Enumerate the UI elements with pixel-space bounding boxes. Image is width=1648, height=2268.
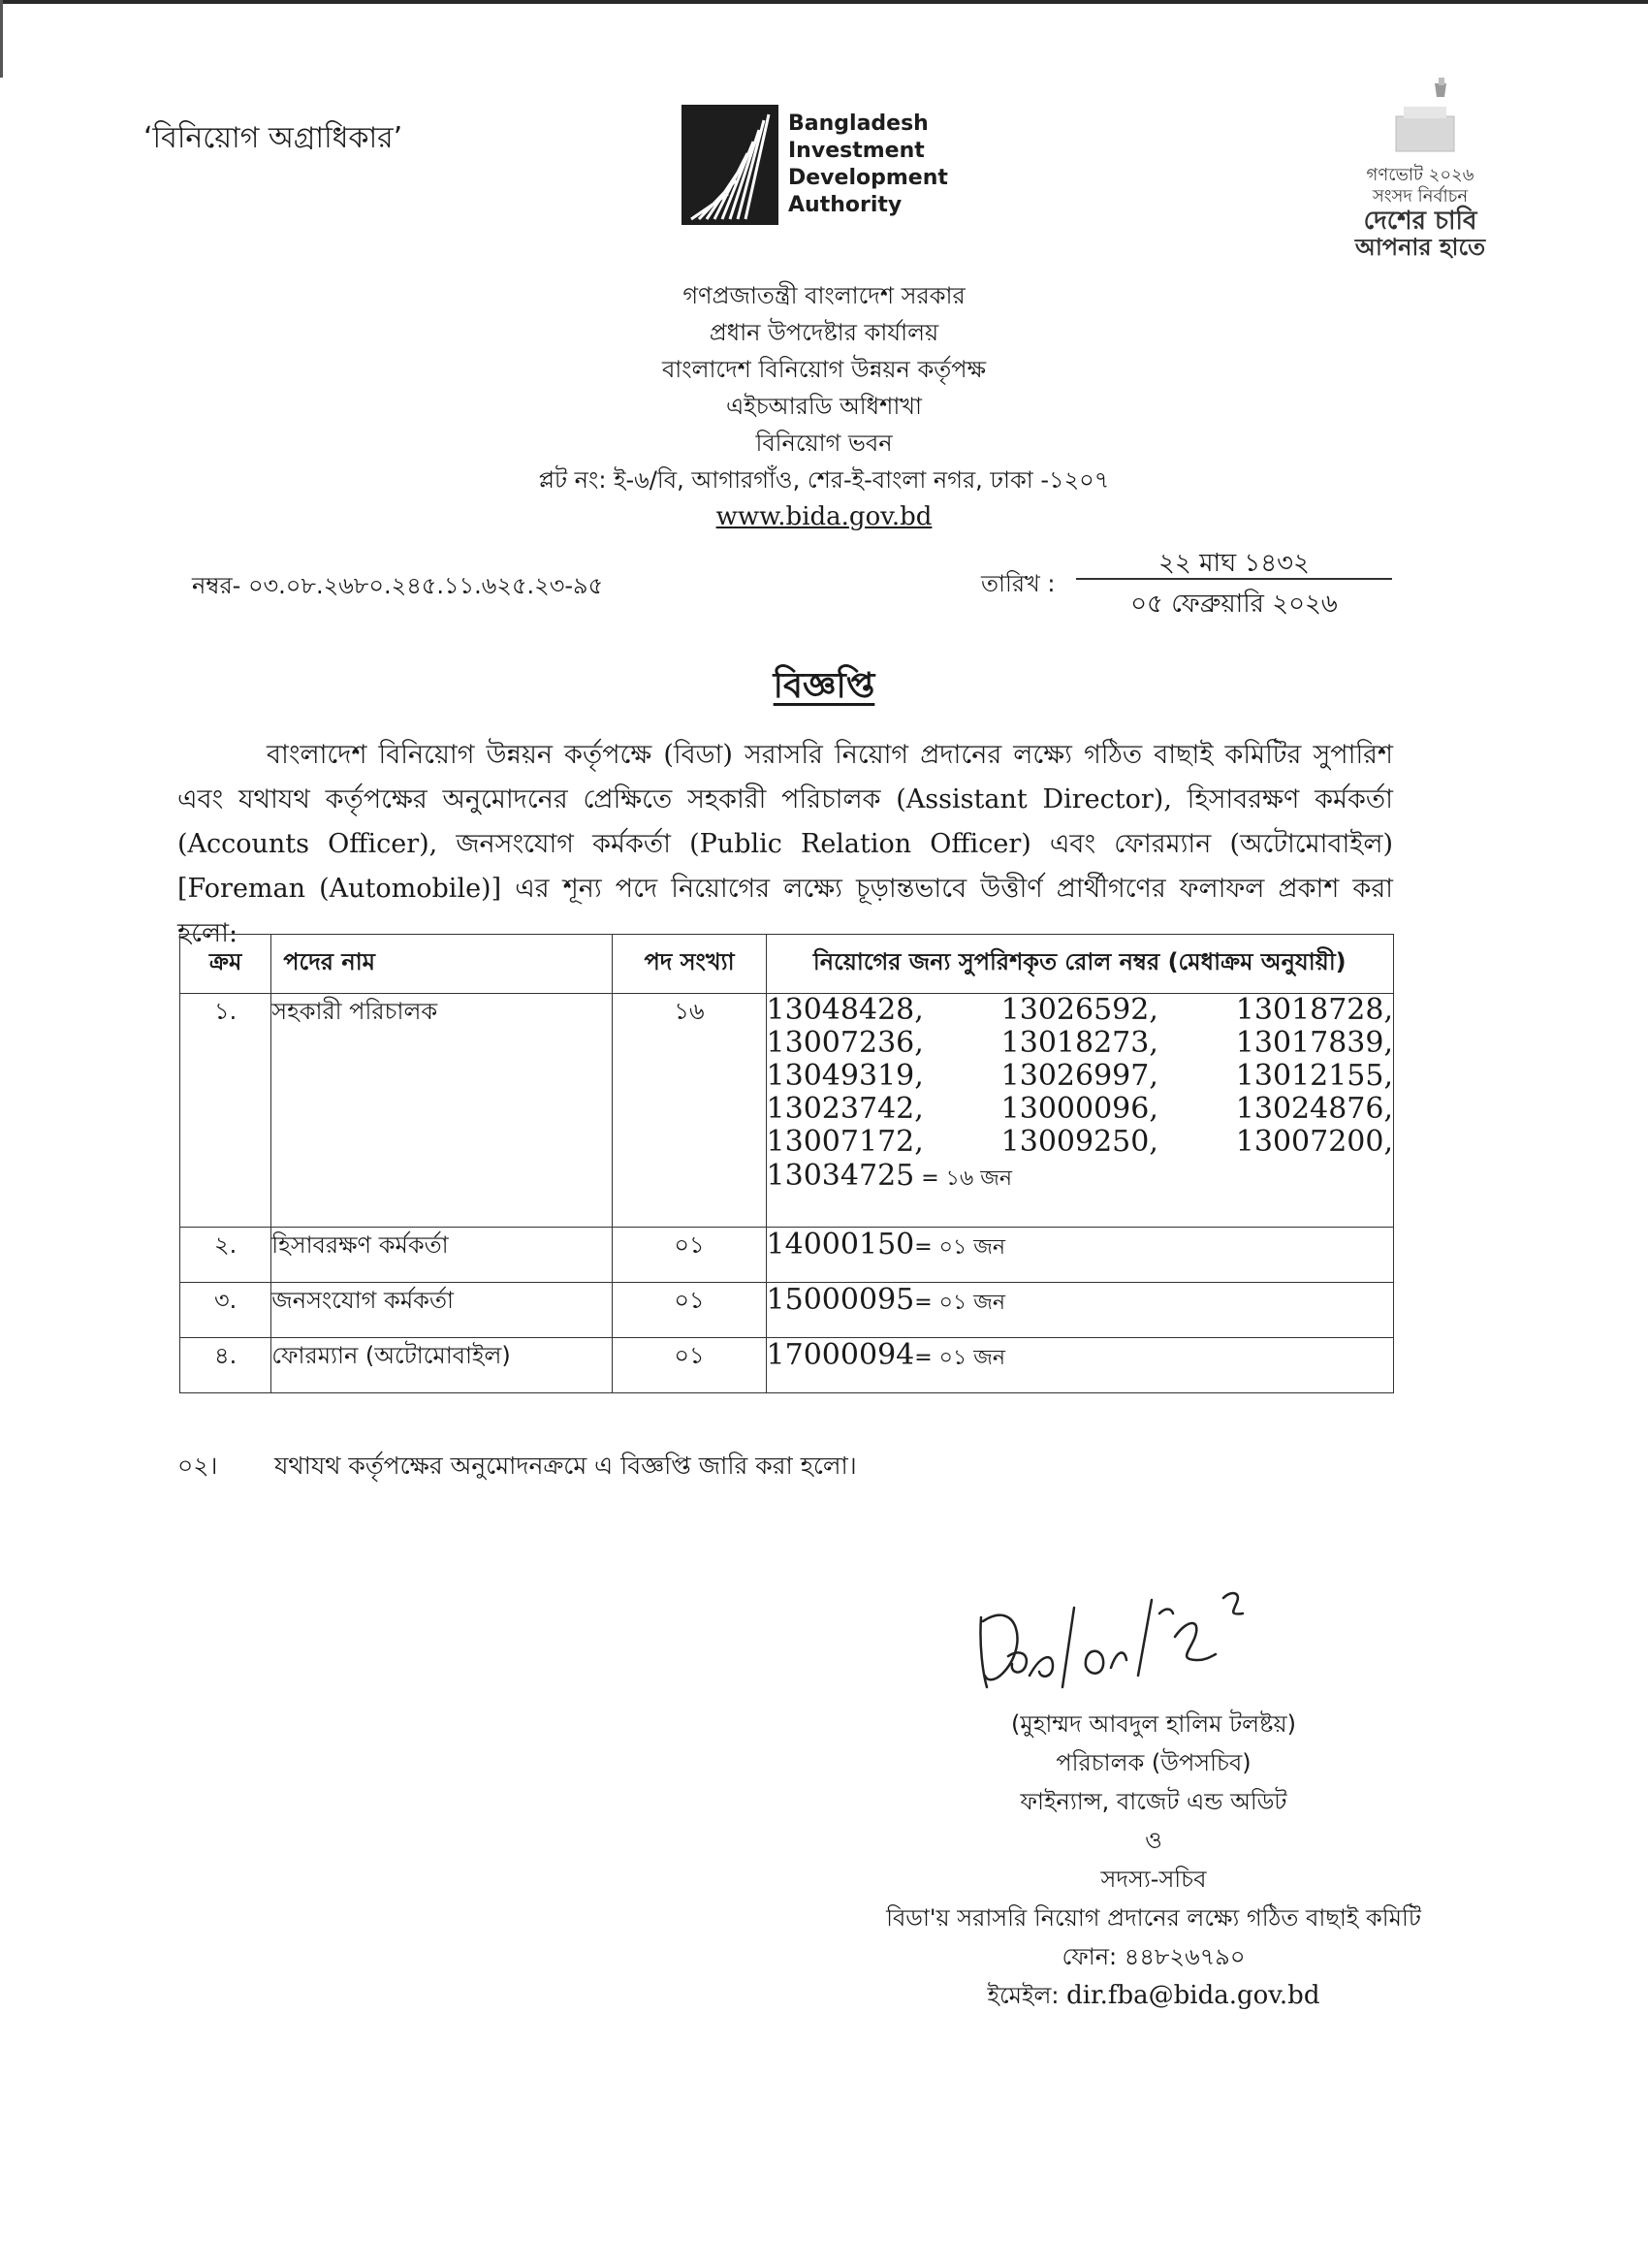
header-line-6: প্লট নং: ই-৬/বি, আগারগাঁও, শের-ই-বাংলা নগর, ঢাকা -১২০৭	[538, 466, 1110, 494]
logo-line-3: Development	[788, 166, 948, 190]
roll-tail	[767, 1228, 1393, 1265]
notice-title-text: বিজ্ঞপ্তি	[773, 666, 875, 706]
roll-number: 13018728,	[1235, 993, 1393, 1027]
roll-number: 17000094	[766, 1338, 915, 1372]
roll-number: 15000095	[766, 1283, 915, 1317]
row-serial: ৪.	[180, 1338, 271, 1393]
bida-logo-icon	[681, 105, 778, 225]
logo-line-4: Authority	[788, 193, 903, 217]
logo-line-1: Bangladesh	[788, 112, 929, 136]
ballot-box-icon	[1377, 78, 1483, 155]
signatory-member-secretary: সদস্য-সচিব	[1100, 1866, 1207, 1893]
paragraph-text: যথাযথ কর্তৃপক্ষের অনুমোদনক্রমে এ বিজ্ঞপ্তি জারি করা হলো।	[274, 1452, 857, 1480]
roll-tail	[767, 1338, 1393, 1376]
header-line-2: প্রধান উপদেষ্টার কার্যালয়	[709, 319, 939, 346]
row-post: হিসাবরক্ষণ কর্মকর্তা	[271, 1228, 613, 1283]
row-serial: ১.	[180, 994, 271, 1228]
signature-image	[969, 1559, 1318, 1705]
row-post: জনসংযোগ কর্মকর্তা	[271, 1283, 613, 1338]
bida-logo-text	[788, 111, 948, 219]
row-rolls	[766, 1283, 1393, 1338]
roll-number: 13018273,	[1000, 1026, 1158, 1060]
roll-number: 13026997,	[1000, 1059, 1158, 1093]
roll-tail	[767, 1283, 1393, 1321]
roll-number: 13009250,	[1000, 1125, 1158, 1159]
election-badge	[1343, 165, 1498, 260]
paragraph-number: ০২।	[177, 1452, 218, 1480]
paragraph-2	[177, 1447, 857, 1488]
election-line-4: আপনার হাতে	[1354, 234, 1486, 261]
memo-number: নম্বর- ০৩.০৮.২৬৮০.২৪৫.১১.৬২৫.২৩-৯৫	[192, 572, 604, 599]
roll-number: 13017839,	[1235, 1026, 1393, 1060]
signatory-and: ও	[1145, 1827, 1162, 1854]
header-serial: ক্রম	[180, 935, 271, 994]
row-post: ফোরম্যান (অটোমোবাইল)	[271, 1338, 613, 1393]
signatory-wing: ফাইন্যান্স, বাজেট এন্ড অডিট	[1020, 1788, 1287, 1815]
office-header	[436, 277, 1212, 535]
top-border	[0, 0, 1648, 4]
row-serial: ২.	[180, 1228, 271, 1283]
row-rolls	[766, 994, 1393, 1228]
roll-number: 13007172,	[766, 1125, 924, 1159]
row-count: ১৬	[613, 994, 766, 1228]
table-row	[180, 994, 1394, 1228]
header-line-5: বিনিয়োগ ভবন	[755, 430, 893, 457]
election-line-2: সংসদ নির্বাচন	[1372, 186, 1469, 207]
notice-title	[0, 659, 1648, 718]
header-post: পদের নাম	[271, 935, 613, 994]
signatory-phone: ফোন: ৪৪৮২৬৭৯০	[1062, 1943, 1246, 1970]
roll-number: 13034725	[766, 1159, 915, 1193]
row-count: ০১	[613, 1338, 766, 1393]
header-line-1: গণপ্রজাতন্ত্রী বাংলাদেশ সরকার	[682, 282, 966, 309]
signatory-designation: পরিচালক (উপসচিব)	[1056, 1749, 1252, 1776]
website-link[interactable]: www.bida.gov.bd	[715, 502, 933, 531]
header-line-4: এইচআরডি অধিশাখা	[725, 393, 923, 420]
roll-number: 13007200,	[1235, 1125, 1393, 1159]
roll-total: = ১৬ জন	[914, 1166, 1013, 1191]
date-gregorian: ০৫ ফেব্রুয়ারি ২০২৬	[1130, 590, 1338, 619]
election-line-3: দেশের চাবি	[1363, 207, 1477, 236]
roll-grid	[767, 994, 1393, 1159]
roll-total: = ০১ জন	[914, 1346, 1006, 1370]
header-rolls: নিয়োগের জন্য সুপরিশকৃত রোল নম্বর (মেধাক্রম অনুযায়ী)	[766, 935, 1393, 994]
body-paragraph: বাংলাদেশ বিনিয়োগ উন্নয়ন কর্তৃপক্ষে (বিডা) সরাসরি নিয়োগ প্রদানের লক্ষ্যে গঠিত বাছাই কমিটির সুপারিশ এবং যথাযথ কর্তৃপক্ষের অনুমোদনের প্রেক্ষিতে সহকারী পরিচালক (Assistant Director), হিসাবরক্ষণ কর্মকর্তা (Accounts Officer), জনসংযোগ কর্মকর্তা (Public Relation Officer) এবং ফোরম্যান (অটোমোবাইল) [Foreman (Automobile)] এর শূন্য পদে নিয়োগের লক্ষ্যে চূড়ান্তভাবে উত্তীর্ণ প্রার্থীগণের ফলাফল প্রকাশ করা হলো:	[177, 740, 1393, 948]
roll-number: 13048428,	[766, 993, 924, 1027]
logo-line-2: Investment	[788, 139, 925, 163]
roll-number: 13026592,	[1000, 993, 1158, 1027]
date-bangla: ২২ মাঘ ১৪৩২	[1158, 549, 1310, 578]
roll-number: 13023742,	[766, 1092, 924, 1126]
row-rolls	[766, 1338, 1393, 1393]
roll-number: 13049319,	[766, 1059, 924, 1093]
table-header-row	[180, 935, 1394, 994]
date-divider	[1076, 578, 1392, 580]
signatory-email-line	[776, 1976, 1532, 2015]
row-serial: ৩.	[180, 1283, 271, 1338]
header-count: পদ সংখ্যা	[613, 935, 766, 994]
roll-number: 14000150	[766, 1228, 915, 1262]
row-post: সহকারী পরিচালক	[271, 994, 613, 1228]
table-row	[180, 1338, 1394, 1393]
row-count: ০১	[613, 1228, 766, 1283]
date-label: তারিখ :	[981, 570, 1056, 597]
roll-total: = ০১ জন	[914, 1235, 1006, 1260]
left-border	[0, 0, 3, 78]
notice-body	[177, 733, 1393, 956]
roll-number: 13007236,	[766, 1026, 924, 1060]
roll-number: 13012155,	[1235, 1059, 1393, 1093]
roll-tail	[767, 1159, 1393, 1197]
signatory-committee: বিডা'য় সরাসরি নিয়োগ প্রদানের লক্ষ্যে গঠিত বাছাই কমিটি	[886, 1904, 1421, 1932]
email-label: ইমেইল:	[987, 1982, 1067, 2009]
header-line-3: বাংলাদেশ বিনিয়োগ উন্নয়ন কর্তৃপক্ষ	[661, 356, 987, 383]
roll-number: 13000096,	[1000, 1092, 1158, 1126]
roll-number: 13024876,	[1235, 1092, 1393, 1126]
roll-total: = ০১ জন	[914, 1291, 1006, 1315]
row-count: ০১	[613, 1283, 766, 1338]
row-rolls	[766, 1228, 1393, 1283]
results-table	[179, 934, 1394, 1393]
signatory-block	[776, 1705, 1532, 2015]
election-line-1: গণভোট ২০২৬	[1366, 165, 1474, 185]
priority-label: ‘বিনিয়োগ অগ্রাধিকার’	[143, 121, 403, 155]
signatory-name: (মুহাম্মদ আবদুল হালিম টলষ্টয়)	[1011, 1710, 1296, 1738]
table-row	[180, 1228, 1394, 1283]
table-row	[180, 1283, 1394, 1338]
email-link[interactable]: dir.fba@bida.gov.bd	[1066, 1981, 1320, 2010]
